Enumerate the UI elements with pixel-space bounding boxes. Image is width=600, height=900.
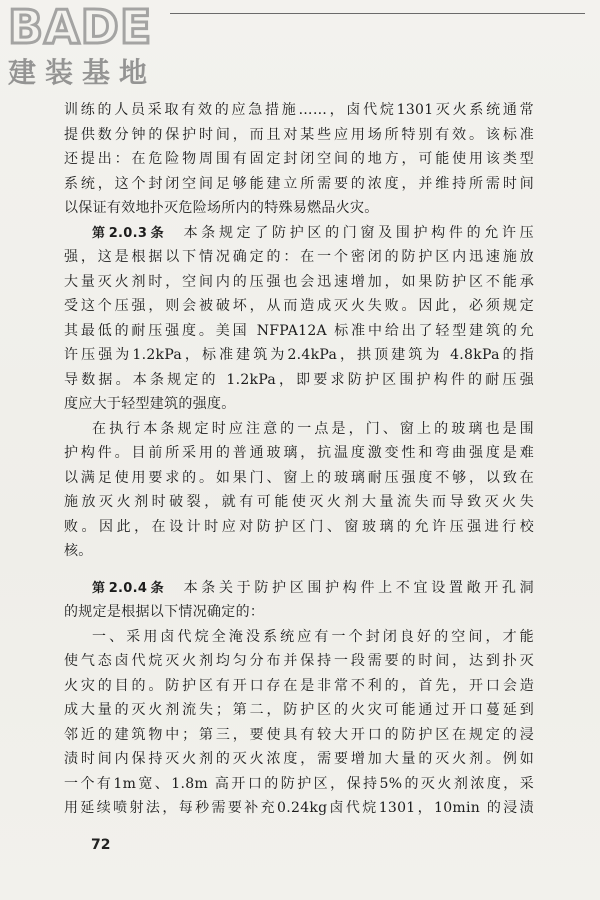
text-line: 还提出：在危险物周围有固定封闭空间的地方，可能使用该类型 <box>64 151 534 167</box>
text-line: 训练的人员采取有效的应急措施……，卤代烷1301灭火系统通常 <box>64 102 534 118</box>
section-2-0-4 <box>64 576 534 625</box>
text-line: 度应大于轻型建筑的强度。 <box>64 396 236 412</box>
text-line: 渍时间内保持灭火剂的灭火浓度，需要增加大量的灭火剂。例如 <box>64 751 534 767</box>
section-spacer <box>64 564 534 576</box>
paragraph-glass <box>64 417 534 564</box>
text-line: 成大量的灭火剂流失；第二，防护区的火灾可能通过开口蔓延到 <box>64 702 534 718</box>
text-line: 受这个压强，则会被破坏，从而造成灭火失败。因此，必须规定 <box>64 298 534 314</box>
page-number: 72 <box>91 837 111 853</box>
section-heading-line <box>64 221 534 246</box>
text-line: 使气态卤代烷灭火剂均匀分布并保持一段需要的时间，达到扑灭 <box>64 653 534 669</box>
section-id: 第2.0.4条 <box>92 580 168 596</box>
text-line: 以保证有效地扑灭危险场所内的特殊易燃品火灾。 <box>64 200 379 216</box>
text-line: 用延续喷射法，每秒需要补充0.24kg卤代烷1301，10min 的浸渍 <box>64 800 534 816</box>
header-rule <box>170 13 585 14</box>
text-line: 其最低的耐压强度。美国 NFPA12A 标准中给出了轻型建筑的允 <box>64 322 534 339</box>
text-line: 邻近的建筑物中；第三，要使具有较大开口的防护区在规定的浸 <box>64 726 534 743</box>
body-text <box>64 98 534 821</box>
watermark-brand: BADE <box>8 0 153 54</box>
text-line: 一个有1m宽、1.8m 高开口的防护区，保持5%的灭火剂浓度，采 <box>64 775 534 792</box>
text-line: 火灾的目的。防护区有开口存在是非常不利的，首先，开口会造 <box>64 677 534 694</box>
text-line: 大量灭火剂时，空间内的压强也会迅速增加，如果防护区不能承 <box>64 273 534 290</box>
text-line: 提供数分钟的保护时间，而且对某些应用场所特别有效。该标准 <box>64 126 534 143</box>
section-id: 第2.0.3条 <box>92 225 168 241</box>
watermark-subtitle: 建装基地 <box>8 56 157 89</box>
paragraph-openings <box>64 625 534 821</box>
watermark-logo <box>8 0 178 99</box>
text-line: 强，这是根据以下情况确定的：在一个密闭的防护区内迅速施放 <box>64 249 534 265</box>
section-2-0-3 <box>64 221 534 417</box>
paragraph-emergency <box>64 98 534 221</box>
section-heading-text: 本条规定了防护区的门窗及围护构件的允许压 <box>183 224 534 241</box>
text-line: 许压强为1.2kPa，标准建筑为2.4kPa，拱顶建筑为 4.8kPa的指 <box>64 347 534 363</box>
text-line: 核。 <box>64 543 93 559</box>
section-heading-line <box>64 576 534 601</box>
text-line: 的规定是根据以下情况确定的： <box>64 604 265 620</box>
text-line: 在执行本条规定时应注意的一点是，门、窗上的玻璃也是围 <box>92 420 534 437</box>
section-heading-text: 本条关于防护区围护构件上不宜设置敞开孔洞 <box>183 579 534 596</box>
text-line: 护构件。目前所采用的普通玻璃，抗温度激变性和弯曲强度是难 <box>64 445 534 461</box>
text-line: 败。因此，在设计时应对防护区门、窗玻璃的允许压强进行校 <box>64 518 534 535</box>
text-line: 系统，这个封闭空间足够能建立所需要的浓度，并维持所需时间 <box>64 175 534 192</box>
text-line: 导数据。本条规定的 1.2kPa，即要求防护区围护构件的耐压强 <box>64 371 534 388</box>
text-line: 一、采用卤代烷全淹没系统应有一个封闭良好的空间，才能 <box>92 628 534 645</box>
text-line: 以满足使用要求的。如果门、窗上的玻璃耐压强度不够，以致在 <box>64 469 534 486</box>
text-line: 施放灭火剂时破裂，就有可能使灭火剂大量流失而导致灭火失 <box>64 494 534 510</box>
